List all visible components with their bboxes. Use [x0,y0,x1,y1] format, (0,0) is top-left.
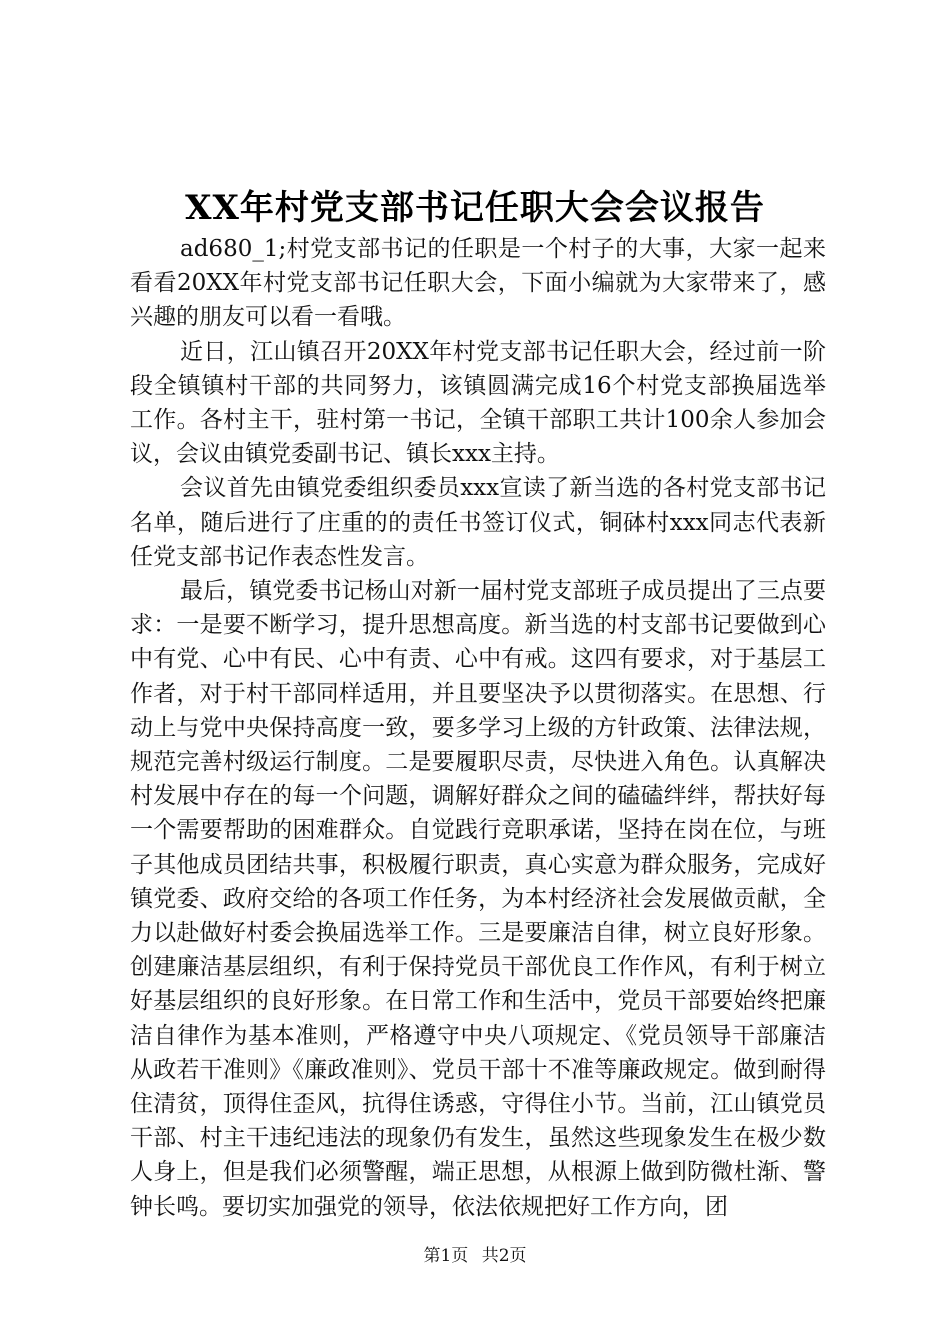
paragraph-requirements: 最后，镇党委书记杨山对新一届村党支部班子成员提出了三点要求：一是要不断学习，提升思想高度。新当选的村支部书记要做到心中有党、心中有民、心中有责、心中有戒。这四有要求，对于基层工作者，对于村干部同样适用，并且要坚决予以贯彻落实。在思想、行动上与党中央保持高度一致，要多学习上级的方针政策、法律法规，规范完善村级运行制度。二是要履职尽责，尽快进入角色。认真解决村发展中存在的每一个问题，调解好群众之间的磕磕绊绊，帮扶好每一个需要帮助的困难群众。自觉践行竞职承诺，坚持在岗在位，与班子其他成员团结共事，积极履行职责，真心实意为群众服务，完成好镇党委、政府交给的各项工作任务，为本村经济社会发展做贡献，全力以赴做好村委会换届选举工作。三是要廉洁自律，树立良好形象。创建廉洁基层组织，有利于保持党员干部优良工作作风，有利于树立好基层组织的良好形象。在日常工作和生活中，党员干部要始终把廉洁自律作为基本准则，严格遵守中央八项规定、《党员领导干部廉洁从政若干准则》《廉政准则》、党员干部十不准等廉政规定。做到耐得住清贫，顶得住歪风，抗得住诱惑，守得住小节。当前，江山镇党员干部、村主干违纪违法的现象仍有发生，虽然这些现象发生在极少数人身上，但是我们必须警醒，端正思想，从根源上做到防微杜渐、警钟长鸣。要切实加强党的领导，依法依规把好工作方向，团 [130,578,826,1220]
page-number: 第1页 [423,1246,469,1266]
document-title: XX年村党支部书记任职大会会议报告 [185,188,765,228]
document-body [130,232,826,1224]
paragraph-intro: ad680_1;村党支部书记的任职是一个村子的大事，大家一起来看看20XX年村党支部书记任职大会，下面小编就为大家带来了，感兴趣的朋友可以看一看哦。 [130,236,826,331]
paragraph-ceremony: 会议首先由镇党委组织委员xxx宣读了新当选的各村党支部书记名单，随后进行了庄重的的责任书签订仪式，铜砵村xxx同志代表新任党支部书记作表态性发言。 [130,475,826,570]
page-footer [0,1244,950,1268]
page-total: 共2页 [481,1246,527,1266]
paragraph-meeting: 近日，江山镇召开20XX年村党支部书记任职大会，经过前一阶段全镇镇村干部的共同努力，该镇圆满完成16个村党支部换届选举工作。各村主干，驻村第一书记，全镇干部职工共计100余人参加会议，会议由镇党委副书记、镇长xxx主持。 [130,338,826,468]
